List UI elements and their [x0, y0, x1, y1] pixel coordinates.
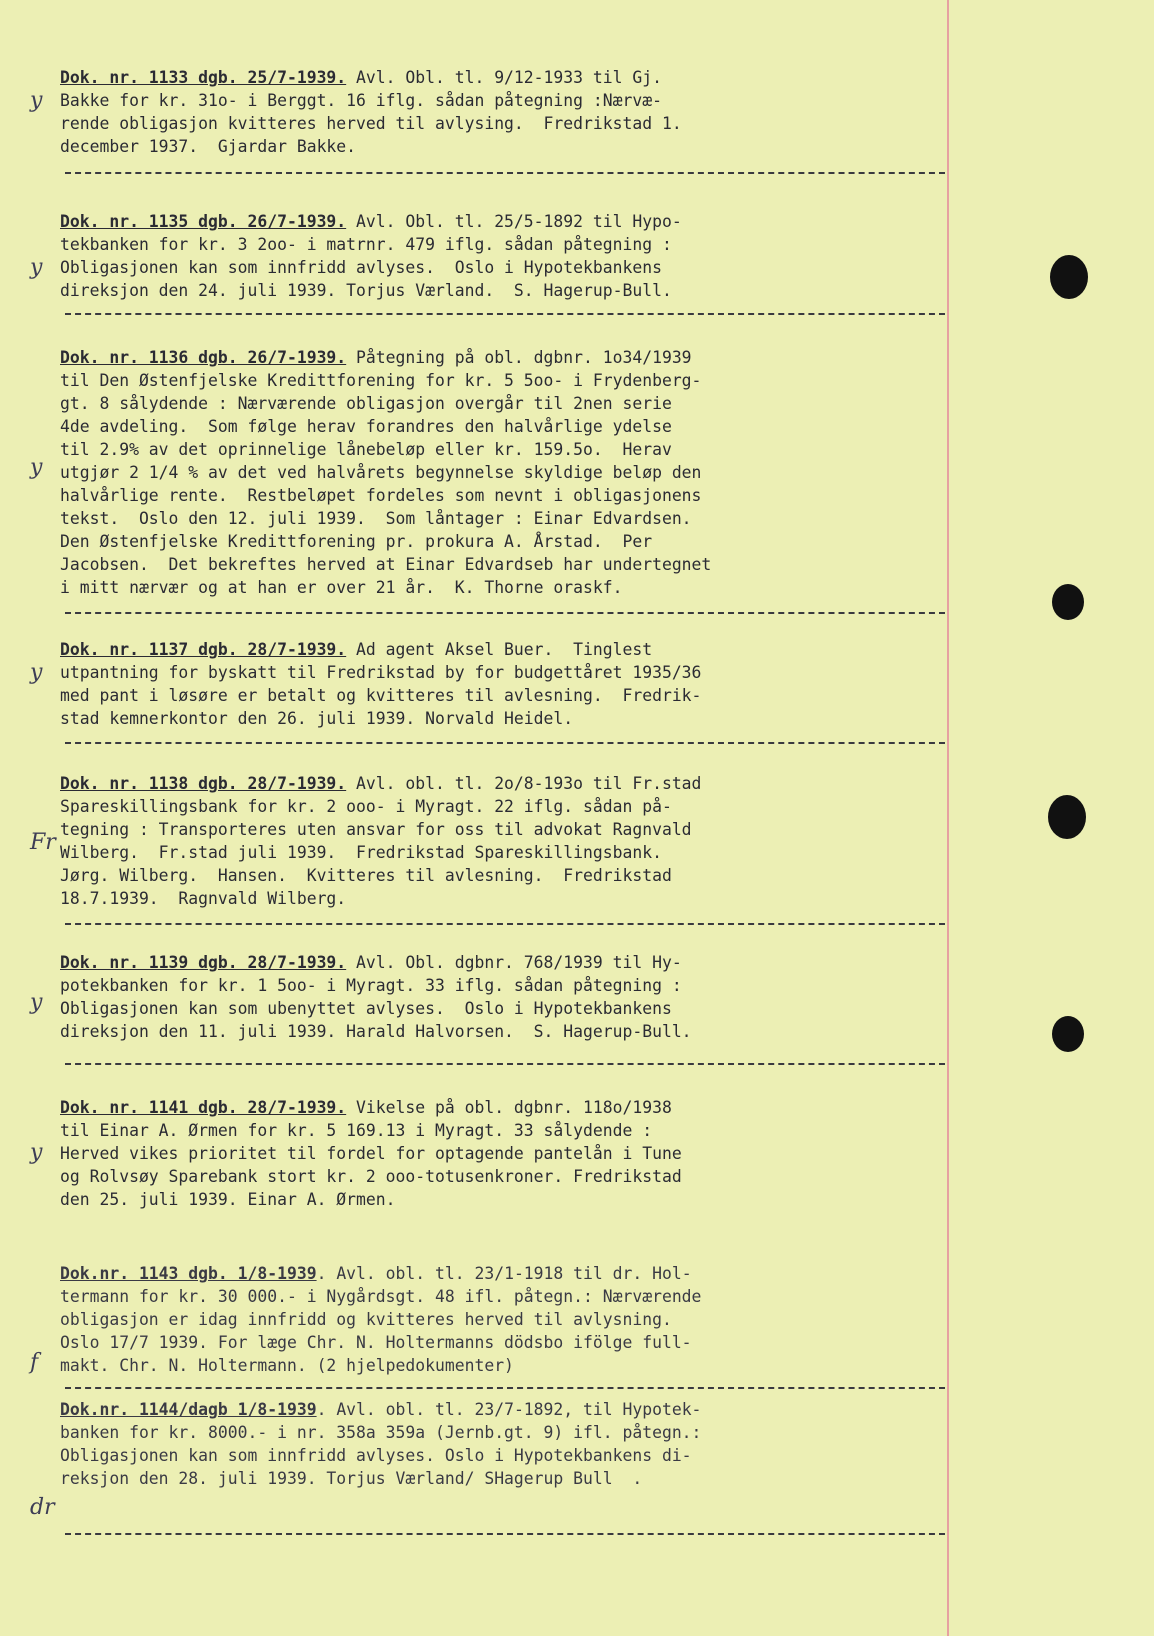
margin-handwritten-note: Fr — [30, 830, 56, 855]
entry-heading: Dok. nr. 1133 dgb. 25/7-1939. — [60, 68, 347, 87]
entry-text — [60, 1262, 960, 1377]
binder-hole-2 — [1052, 584, 1084, 620]
document-entry — [60, 1096, 960, 1211]
document-entry — [60, 951, 960, 1043]
entry-line: . Avl. obl. tl. 23/1-1918 til dr. Hol- — [316, 1264, 692, 1283]
document-entry — [60, 772, 960, 910]
document-entry — [60, 346, 960, 599]
entry-line: halvårlige rente. Restbeløpet fordeles som nevnt i obligasjonens — [60, 486, 702, 505]
entry-line: Avl. obl. tl. 2o/8-193o til Fr.stad — [346, 774, 702, 793]
entry-line: utgjør 2 1/4 % av det ved halvårets begynnelse skyldige beløp den — [60, 463, 702, 482]
entry-text — [60, 772, 960, 910]
document-entry — [60, 638, 960, 730]
entry-text — [60, 210, 960, 302]
margin-handwritten-note: y — [30, 990, 43, 1015]
entry-line: Jørg. Wilberg. Hansen. Kvitteres til avlesning. Fredrikstad — [60, 866, 672, 885]
margin-handwritten-note: y — [30, 1140, 43, 1165]
entry-line: termann for kr. 30 000.- i Nygårdsgt. 48 ifl. påtegn.: Nærværende — [60, 1287, 702, 1306]
dashed-separator — [65, 172, 945, 174]
entry-line: Vikelse på obl. dgbnr. 118o/1938 — [346, 1098, 672, 1117]
entry-line: potekbanken for kr. 1 5oo- i Myragt. 33 iflg. sådan påtegning : — [60, 976, 682, 995]
margin-handwritten-note: f — [30, 1350, 39, 1375]
dashed-separator — [65, 1533, 945, 1535]
entry-line: og Rolvsøy Sparebank stort kr. 2 ooo-totusenkroner. Fredrikstad — [60, 1167, 682, 1186]
dashed-separator — [65, 1063, 945, 1065]
margin-handwritten-note: y — [30, 255, 43, 280]
dashed-separator — [65, 612, 945, 614]
margin-handwritten-note: y — [30, 88, 43, 113]
entry-line: Avl. Obl. tl. 9/12-1933 til Gj. — [346, 68, 662, 87]
entry-line: banken for kr. 8000.- i nr. 358a 359a (Jernb.gt. 9) ifl. påtegn.: — [60, 1423, 702, 1442]
entry-heading: Dok. nr. 1137 dgb. 28/7-1939. — [60, 640, 347, 659]
entry-text — [60, 346, 960, 599]
entry-line: stad kemnerkontor den 26. juli 1939. Norvald Heidel. — [60, 709, 574, 728]
entry-line: til Den Østenfjelske Kredittforening for kr. 5 5oo- i Frydenberg- — [60, 371, 702, 390]
entry-line: reksjon den 28. juli 1939. Torjus Værland/ SHagerup Bull . — [60, 1469, 643, 1488]
entry-line: den 25. juli 1939. Einar A. Ørmen. — [60, 1190, 396, 1209]
entry-line: rende obligasjon kvitteres herved til avlysing. Fredrikstad 1. — [60, 114, 682, 133]
entry-line: til Einar A. Ørmen for kr. 5 169.13 i Myragt. 33 sålydende : — [60, 1121, 653, 1140]
entry-line: gt. 8 sålydende : Nærværende obligasjon overgår til 2nen serie — [60, 394, 672, 413]
margin-handwritten-note: dr — [30, 1495, 55, 1520]
entry-heading: Dok.nr. 1144/dagb 1/8-1939 — [60, 1400, 317, 1419]
entry-line: obligasjon er idag innfridd og kvitteres herved til avlysning. — [60, 1310, 672, 1329]
entry-line: Bakke for kr. 31o- i Berggt. 16 iflg. sådan påtegning :Nærvæ- — [60, 91, 662, 110]
entry-line: makt. Chr. N. Holtermann. (2 hjelpedokumenter) — [60, 1356, 514, 1375]
entry-line: 18.7.1939. Ragnvald Wilberg. — [60, 889, 347, 908]
entry-line: Jacobsen. Det bekreftes herved at Einar Edvardseb har undertegnet — [60, 555, 712, 574]
entry-line: Spareskillingsbank for kr. 2 ooo- i Myragt. 22 iflg. sådan på- — [60, 797, 672, 816]
entry-line: Ad agent Aksel Buer. Tinglest — [346, 640, 653, 659]
entry-line: Obligasjonen kan som innfridd avlyses. Oslo i Hypotekbankens — [60, 258, 662, 277]
entry-line: utpantning for byskatt til Fredrikstad by for budgettåret 1935/36 — [60, 663, 702, 682]
entry-line: Påtegning på obl. dgbnr. 1o34/1939 — [346, 348, 692, 367]
binder-hole-4 — [1052, 1016, 1084, 1052]
dashed-separator — [65, 313, 945, 315]
entry-line: Avl. Obl. tl. 25/5-1892 til Hypo- — [346, 212, 682, 231]
document-entry — [60, 1398, 960, 1490]
entry-text — [60, 66, 960, 158]
document-entry — [60, 66, 960, 158]
entry-line: til 2.9% av det oprinnelige lånebeløp eller kr. 159.5o. Herav — [60, 440, 672, 459]
entry-text — [60, 1398, 960, 1490]
entry-heading: Dok. nr. 1141 dgb. 28/7-1939. — [60, 1098, 347, 1117]
entry-line: december 1937. Gjardar Bakke. — [60, 137, 357, 156]
entry-text — [60, 638, 960, 730]
entry-line: . Avl. obl. tl. 23/7-1892, til Hypotek- — [316, 1400, 702, 1419]
entry-line: Herved vikes prioritet til fordel for optagende pantelån i Tune — [60, 1144, 682, 1163]
entry-heading: Dok. nr. 1135 dgb. 26/7-1939. — [60, 212, 347, 231]
dashed-separator — [65, 923, 945, 925]
dashed-separator — [65, 1387, 945, 1389]
entry-line: direksjon den 24. juli 1939. Torjus Værland. S. Hagerup-Bull. — [60, 281, 672, 300]
entry-heading: Dok.nr. 1143 dgb. 1/8-1939 — [60, 1264, 317, 1283]
entry-heading: Dok. nr. 1136 dgb. 26/7-1939. — [60, 348, 347, 367]
entry-heading: Dok. nr. 1138 dgb. 28/7-1939. — [60, 774, 347, 793]
entry-line: Obligasjonen kan som ubenyttet avlyses. Oslo i Hypotekbankens — [60, 999, 672, 1018]
entry-line: Den Østenfjelske Kredittforening pr. prokura A. Årstad. Per — [60, 532, 653, 551]
dashed-separator — [65, 742, 945, 744]
entry-line: Avl. Obl. dgbnr. 768/1939 til Hy- — [346, 953, 682, 972]
entry-line: tekbanken for kr. 3 2oo- i matrnr. 479 iflg. sådan påtegning : — [60, 235, 672, 254]
entry-line: direksjon den 11. juli 1939. Harald Halvorsen. S. Hagerup-Bull. — [60, 1022, 692, 1041]
document-entry — [60, 210, 960, 302]
entry-text — [60, 951, 960, 1043]
entry-line: med pant i løsøre er betalt og kvitteres til avlesning. Fredrik- — [60, 686, 702, 705]
entry-line: i mitt nærvær og at han er over 21 år. K. Thorne oraskf. — [60, 578, 623, 597]
entry-line: tekst. Oslo den 12. juli 1939. Som låntager : Einar Edvardsen. — [60, 509, 692, 528]
binder-hole-1 — [1050, 255, 1088, 299]
margin-handwritten-note: y — [30, 660, 43, 685]
entry-line: Oslo 17/7 1939. For læge Chr. N. Holtermanns dödsbo ifölge full- — [60, 1333, 692, 1352]
entry-heading: Dok. nr. 1139 dgb. 28/7-1939. — [60, 953, 347, 972]
entry-line: tegning : Transporteres uten ansvar for oss til advokat Ragnvald — [60, 820, 692, 839]
entry-line: 4de avdeling. Som følge herav forandres den halvårlige ydelse — [60, 417, 672, 436]
entry-line: Obligasjonen kan som innfridd avlyses. Oslo i Hypotekbankens di- — [60, 1446, 692, 1465]
entry-text — [60, 1096, 960, 1211]
document-entry — [60, 1262, 960, 1377]
margin-handwritten-note: y — [30, 455, 43, 480]
binder-hole-3 — [1048, 795, 1086, 839]
entry-line: Wilberg. Fr.stad juli 1939. Fredrikstad Spareskillingsbank. — [60, 843, 662, 862]
